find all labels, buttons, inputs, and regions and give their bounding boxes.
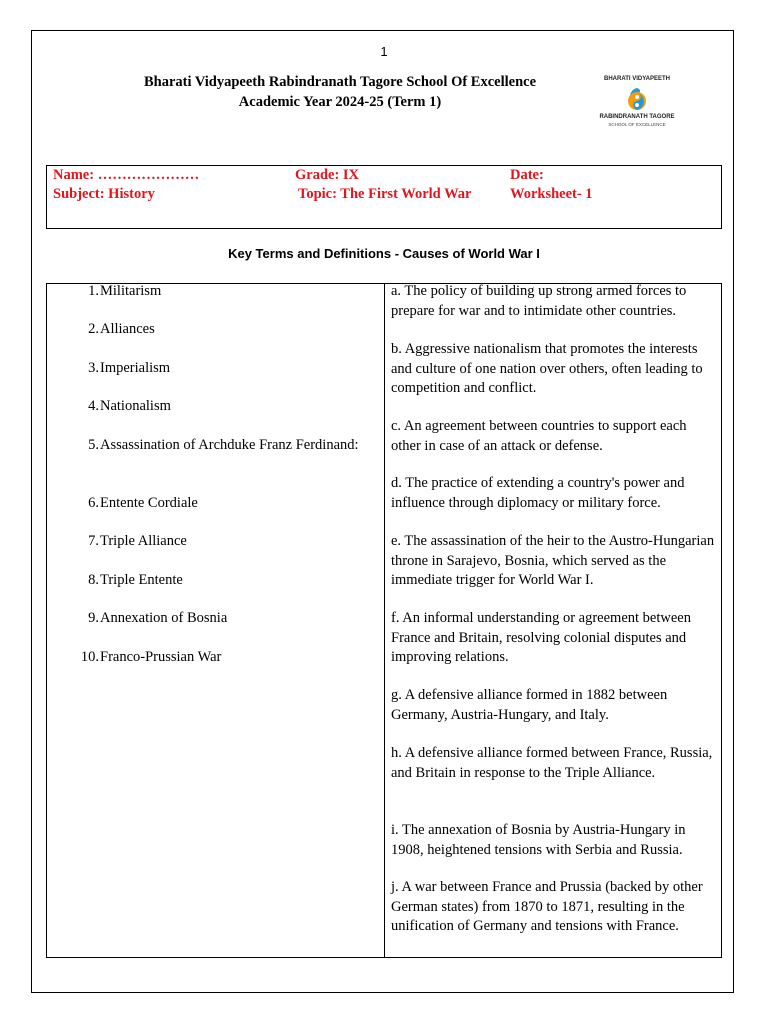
term-number: 3. xyxy=(88,360,99,376)
term-number: 8. xyxy=(88,572,99,588)
school-logo xyxy=(596,76,678,130)
logo-emblem-icon xyxy=(625,87,649,113)
definition-item: e. The assassination of the heir to the Austro-Hungarian throne in Sarajevo, Bosnia, which served as the immediate trigger for World War I. xyxy=(391,533,715,588)
worksheet-field: Worksheet- 1 xyxy=(510,186,593,202)
definition-item: g. A defensive alliance formed in 1882 between Germany, Austria-Hungary, and Italy. xyxy=(391,687,668,723)
school-name: Bharati Vidyapeeth Rabindranath Tagore School Of Excellence xyxy=(143,74,537,90)
term-number: 6. xyxy=(88,495,99,511)
term-text: Imperialism xyxy=(100,360,171,376)
date-field: Date: xyxy=(510,167,544,183)
definition-item: f. An informal understanding or agreement between France and Britain, resolving colonial disputes and improving relations. xyxy=(391,610,691,665)
name-field: Name: ………………… xyxy=(53,167,200,183)
logo-sub-text: SCHOOL OF EXCELLENCE xyxy=(608,122,666,127)
term-text: Annexation of Bosnia xyxy=(100,610,228,626)
definition-item: d. The practice of extending a country's power and influence through diplomacy or military force. xyxy=(391,475,685,511)
logo-top-text: BHARATI VIDYAPEETH xyxy=(603,76,670,82)
term-number: 9. xyxy=(88,610,99,626)
subject-field: Subject: History xyxy=(53,186,155,202)
column-divider xyxy=(384,284,385,957)
definition-item: h. A defensive alliance formed between France, Russia, and Britain in response to the Triple Alliance. xyxy=(391,745,713,781)
student-info-box xyxy=(46,165,722,229)
logo-bottom-text: RABINDRANATH TAGORE xyxy=(599,114,675,120)
term-text: Alliances xyxy=(100,321,155,337)
term-text: Entente Cordiale xyxy=(100,495,198,511)
term-number: 4. xyxy=(88,398,99,414)
term-text: Triple Alliance xyxy=(100,533,187,549)
definition-item: a. The policy of building up strong armed forces to prepare for war and to intimidate other countries. xyxy=(391,283,687,319)
term-text: Nationalism xyxy=(100,398,171,414)
section-heading: Key Terms and Definitions - Causes of World War I xyxy=(228,246,540,261)
definition-item: j. A war between France and Prussia (backed by other German states) from 1870 to 1871, resulting in the unification of Germany and tensions with France. xyxy=(391,879,703,934)
term-number: 2. xyxy=(88,321,99,337)
term-text: Franco-Prussian War xyxy=(100,649,222,665)
term-number: 1. xyxy=(88,283,99,299)
definition-item: c. An agreement between countries to support each other in case of an attack or defense. xyxy=(391,418,687,454)
term-number: 10. xyxy=(80,649,99,665)
term-text: Triple Entente xyxy=(100,572,183,588)
page-number: 1 xyxy=(380,44,388,59)
terms-table xyxy=(46,283,722,958)
term-number: 5. xyxy=(88,437,99,453)
grade-field: Grade: IX xyxy=(295,167,360,183)
term-text: Militarism xyxy=(100,283,162,299)
definition-item: i. The annexation of Bosnia by Austria-Hungary in 1908, heightened tensions with Serbia and Russia. xyxy=(391,822,686,858)
term-number: 7. xyxy=(88,533,99,549)
academic-year: Academic Year 2024-25 (Term 1) xyxy=(238,94,442,110)
term-text: Assassination of Archduke Franz Ferdinand: xyxy=(100,437,359,453)
topic-field: Topic: The First World War xyxy=(298,186,472,202)
definition-item: b. Aggressive nationalism that promotes the interests and culture of one nation over others, often leading to competition and conflict. xyxy=(391,341,703,396)
